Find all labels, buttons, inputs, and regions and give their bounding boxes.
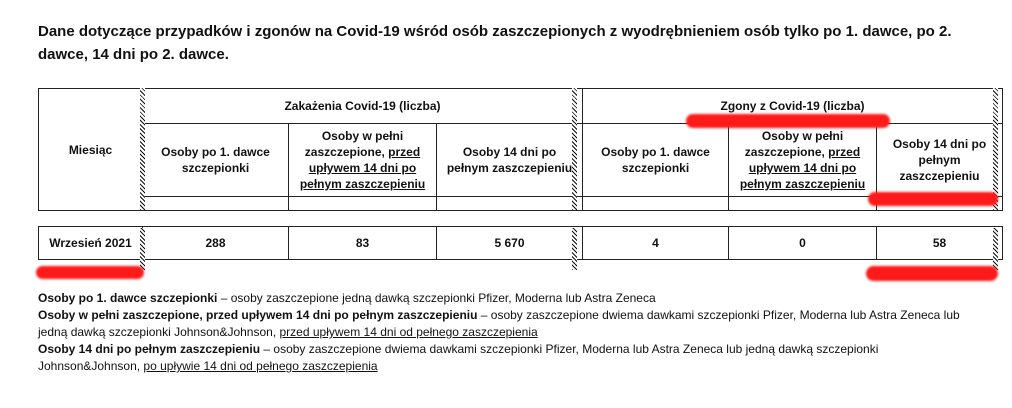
- document-title: Dane dotyczące przypadków i zgonów na Covid-19 wśród osób zaszczepionych z wyodrębnieniem osób tylko po 1. dawce, po 2. dawce, 14 dni po 2. dawce.: [38, 23, 952, 63]
- inf-dose1-value: 288: [143, 227, 289, 260]
- col-full-before-prefix: Osoby w pełni zaszczepione,: [304, 129, 404, 159]
- inf-full-before-value: 83: [289, 227, 437, 260]
- red-highlight-mark: [868, 192, 998, 206]
- footnote-text: – osoby zaszczepione jedną dawką szczepionki Pfizer, Moderna lub Astra Zeneca: [217, 291, 656, 305]
- footnote-underlined: po upływie 14 dni od pełnego zaszczepienia: [143, 359, 378, 373]
- infections-group-header: Zakażenia Covid-19 (liczba): [143, 89, 583, 124]
- footnote-text: – osoby zaszczepione dwiema dawkami szczepionki Pfizer, Moderna lub Astra Zeneca lub jedną dawką szczepionki Johnson&Johnson,: [38, 342, 879, 373]
- hatch-divider: [140, 228, 145, 270]
- death-14days-value: 58: [877, 227, 1003, 260]
- deaths-group-header: Zgony z Covid-19 (liczba): [583, 89, 1003, 124]
- month-cell: Wrzesień 2021: [39, 227, 143, 260]
- inf-col-14days: Osoby 14 dni po pełnym zaszczepieniu: [437, 124, 583, 197]
- hatch-divider: [993, 228, 998, 270]
- inf-col-dose1: Osoby po 1. dawce szczepionki: [143, 124, 289, 197]
- red-highlight-mark: [686, 114, 890, 128]
- red-highlight-mark: [36, 266, 144, 279]
- month-header: Miesiąc: [39, 89, 143, 211]
- inf-14days-value: 5 670: [437, 227, 583, 260]
- death-dose1-value: 4: [583, 227, 729, 260]
- footnote-text: – osoby zaszczepione dwiema dawkami szczepionki Pfizer, Moderna lub Astra Zeneca lub jedną dawką szczepionki Johnson&Johnson,: [38, 308, 960, 339]
- footnote-2: [38, 307, 978, 341]
- footnotes: [38, 290, 978, 375]
- footnote-1: [38, 290, 978, 307]
- footnote-term: Osoby w pełni zaszczepione, przed upływem 14 dni po pełnym zaszczepieniu: [38, 308, 478, 322]
- death-col-14days: Osoby 14 dni po pełnym zaszczepieniu: [877, 124, 1003, 197]
- col-full-before-prefix: Osoby w pełni zaszczepione,: [744, 129, 844, 159]
- red-highlight-mark: [866, 266, 998, 281]
- hatch-divider: [140, 88, 145, 210]
- footnote-term: Osoby po 1. dawce szczepionki: [38, 291, 218, 305]
- death-col-full-before: [729, 124, 877, 197]
- death-col-dose1: Osoby po 1. dawce szczepionki: [583, 124, 729, 197]
- hatch-divider: [572, 228, 577, 270]
- col-full-before-underlined: przed upływem 14 dni po pełnym zaszczepieniu: [739, 145, 866, 191]
- hatch-divider: [572, 88, 577, 210]
- footnote-3: [38, 341, 978, 375]
- footnote-term: Osoby 14 dni po pełnym zaszczepieniu: [38, 342, 261, 356]
- inf-col-full-before: [289, 124, 437, 197]
- footnote-underlined: przed upływem 14 dni od pełnego zaszczepienia: [279, 325, 538, 339]
- death-full-before-value: 0: [729, 227, 877, 260]
- col-full-before-underlined: przed upływem 14 dni po pełnym zaszczepieniu: [299, 145, 426, 191]
